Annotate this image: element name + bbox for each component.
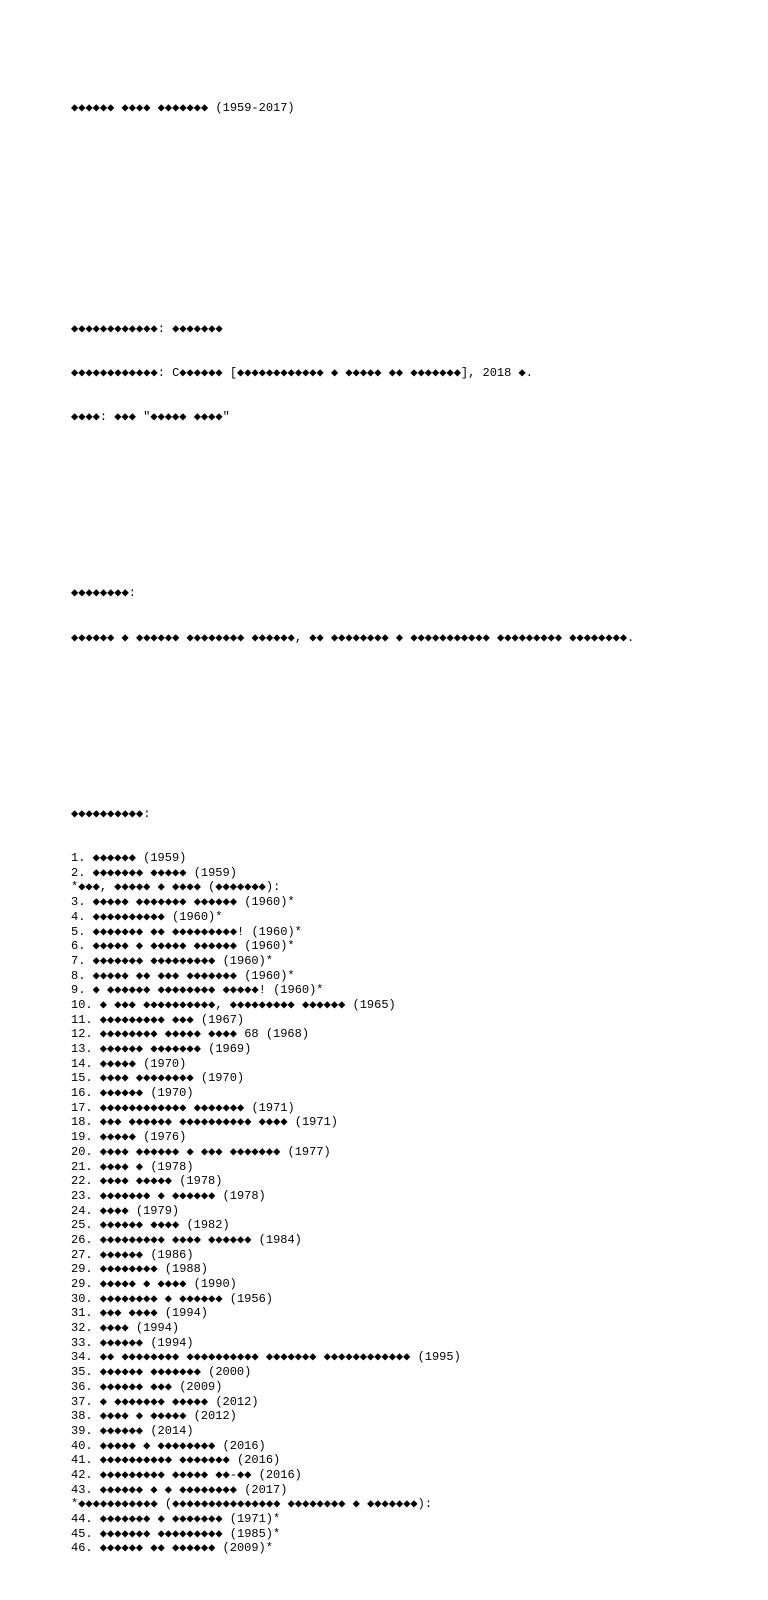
contents-item: 24. ◆◆◆◆ (1979): [71, 1203, 180, 1218]
spacer: [71, 719, 751, 734]
contents-item: 25. ◆◆◆◆◆◆ ◆◆◆◆ (1982): [71, 1218, 230, 1233]
contents-item: 38. ◆◆◆◆ ◆ ◆◆◆◆◆ (2012): [71, 1409, 237, 1424]
contents-item: 1. ◆◆◆◆◆◆ (1959): [71, 851, 187, 866]
contents-item: 12. ◆◆◆◆◆◆◆◆ ◆◆◆◆◆ ◆◆◆◆ 68 (1968): [71, 1027, 310, 1042]
contents-item: 8. ◆◆◆◆◆ ◆◆ ◆◆◆ ◆◆◆◆◆◆◆ (1960)*: [71, 968, 295, 983]
contents-item: 40. ◆◆◆◆◆ ◆ ◆◆◆◆◆◆◆◆ (2016): [71, 1438, 266, 1453]
spacer: [71, 146, 751, 161]
annotation-heading: ◆◆◆◆◆◆◆◆:: [71, 586, 136, 601]
annotation-text: ◆◆◆◆◆◆ ◆ ◆◆◆◆◆◆ ◆◆◆◆◆◆◆◆ ◆◆◆◆◆◆, ◆◆ ◆◆◆◆◆◆◆◆ ◆ ◆◆◆◆◆◆◆◆◆◆◆ ◆◆◆◆◆◆◆◆◆ ◆◆◆◆◆◆◆◆.: [71, 630, 635, 645]
meta-block: [71, 292, 751, 454]
document-title: ◆◆◆◆◆◆ ◆◆◆◆ ◆◆◆◆◆◆◆ (1959-2017): [71, 101, 295, 116]
contents-item: 7. ◆◆◆◆◆◆◆ ◆◆◆◆◆◆◆◆◆ (1960)*: [71, 953, 274, 968]
contents-item: 13. ◆◆◆◆◆◆ ◆◆◆◆◆◆◆ (1969): [71, 1042, 252, 1057]
spacer: [71, 498, 751, 513]
contents-item: 29. ◆◆◆◆◆ ◆ ◆◆◆◆ (1990): [71, 1277, 237, 1292]
contents-item: 37. ◆ ◆◆◆◆◆◆◆ ◆◆◆◆◆ (2012): [71, 1394, 259, 1409]
contents-item: *◆◆◆, ◆◆◆◆◆ ◆ ◆◆◆◆ (◆◆◆◆◆◆◆):: [71, 880, 281, 895]
contents-item: 45. ◆◆◆◆◆◆◆ ◆◆◆◆◆◆◆◆◆ (1985)*: [71, 1526, 281, 1541]
annotation-block: [71, 557, 751, 675]
contents-item: 36. ◆◆◆◆◆◆ ◆◆◆ (2009): [71, 1379, 223, 1394]
contents-item: 15. ◆◆◆◆ ◆◆◆◆◆◆◆◆ (1970): [71, 1071, 245, 1086]
contents-item: 14. ◆◆◆◆◆ (1970): [71, 1056, 187, 1071]
spacer: [71, 234, 751, 249]
contents-item: 35. ◆◆◆◆◆◆ ◆◆◆◆◆◆◆ (2000): [71, 1365, 252, 1380]
meta-line-series: ◆◆◆◆: ◆◆◆ "◆◆◆◆◆ ◆◆◆◆": [71, 410, 230, 425]
contents-item: 42. ◆◆◆◆◆◆◆◆◆ ◆◆◆◆◆ ◆◆-◆◆ (2016): [71, 1467, 302, 1482]
meta-line-compiler: ◆◆◆◆◆◆◆◆◆◆◆◆: C◆◆◆◆◆◆ [◆◆◆◆◆◆◆◆◆◆◆◆ ◆ ◆◆◆◆◆ ◆◆ ◆◆◆◆◆◆◆], 2018 ◆.: [71, 365, 533, 380]
contents-item: 6. ◆◆◆◆◆ ◆ ◆◆◆◆◆ ◆◆◆◆◆◆ (1960)*: [71, 939, 295, 954]
contents-item: 31. ◆◆◆ ◆◆◆◆ (1994): [71, 1306, 208, 1321]
spacer: [71, 190, 751, 205]
contents-item: 22. ◆◆◆◆ ◆◆◆◆◆ (1978): [71, 1174, 223, 1189]
contents-item: 33. ◆◆◆◆◆◆ (1994): [71, 1335, 194, 1350]
contents-item: 30. ◆◆◆◆◆◆◆◆ ◆ ◆◆◆◆◆◆ (1956): [71, 1291, 273, 1306]
contents-item: 2. ◆◆◆◆◆◆◆ ◆◆◆◆◆ (1959): [71, 865, 237, 880]
contents-item: 20. ◆◆◆◆ ◆◆◆◆◆◆ ◆ ◆◆◆ ◆◆◆◆◆◆◆ (1977): [71, 1144, 331, 1159]
contents-item: 18. ◆◆◆ ◆◆◆◆◆◆ ◆◆◆◆◆◆◆◆◆◆ ◆◆◆◆ (1971): [71, 1115, 338, 1130]
contents-item: 4. ◆◆◆◆◆◆◆◆◆◆ (1960)*: [71, 909, 223, 924]
contents-list: [71, 851, 751, 1556]
contents-item: 44. ◆◆◆◆◆◆◆ ◆ ◆◆◆◆◆◆◆ (1971)*: [71, 1512, 281, 1527]
contents-item: 23. ◆◆◆◆◆◆◆ ◆ ◆◆◆◆◆◆ (1978): [71, 1188, 266, 1203]
contents-item: 41. ◆◆◆◆◆◆◆◆◆◆ ◆◆◆◆◆◆◆ (2016): [71, 1453, 281, 1468]
contents-item: *◆◆◆◆◆◆◆◆◆◆◆ (◆◆◆◆◆◆◆◆◆◆◆◆◆◆◆ ◆◆◆◆◆◆◆◆ ◆ ◆◆◆◆◆◆◆):: [71, 1497, 433, 1512]
document-page: [71, 72, 751, 1600]
contents-item: 43. ◆◆◆◆◆◆ ◆ ◆ ◆◆◆◆◆◆◆◆ (2017): [71, 1482, 288, 1497]
contents-item: 11. ◆◆◆◆◆◆◆◆◆ ◆◆◆ (1967): [71, 1012, 245, 1027]
contents-item: 16. ◆◆◆◆◆◆ (1970): [71, 1086, 194, 1101]
contents-item: 5. ◆◆◆◆◆◆◆ ◆◆ ◆◆◆◆◆◆◆◆◆! (1960)*: [71, 924, 302, 939]
contents-item: 19. ◆◆◆◆◆ (1976): [71, 1130, 187, 1145]
contents-item: 32. ◆◆◆◆ (1994): [71, 1321, 180, 1336]
contents-item: 29. ◆◆◆◆◆◆◆◆ (1988): [71, 1262, 209, 1277]
contents-item: 3. ◆◆◆◆◆ ◆◆◆◆◆◆◆ ◆◆◆◆◆◆ (1960)*: [71, 895, 295, 910]
contents-item: 46. ◆◆◆◆◆◆ ◆◆ ◆◆◆◆◆◆ (2009)*: [71, 1541, 273, 1556]
contents-item: 34. ◆◆ ◆◆◆◆◆◆◆◆ ◆◆◆◆◆◆◆◆◆◆ ◆◆◆◆◆◆◆ ◆◆◆◆◆◆◆◆◆◆◆◆ (1995): [71, 1350, 461, 1365]
contents-block: [71, 778, 751, 1586]
contents-item: 27. ◆◆◆◆◆◆ (1986): [71, 1247, 194, 1262]
contents-item: 21. ◆◆◆◆ ◆ (1978): [71, 1159, 194, 1174]
contents-item: 26. ◆◆◆◆◆◆◆◆◆ ◆◆◆◆ ◆◆◆◆◆◆ (1984): [71, 1232, 302, 1247]
contents-item: 9. ◆ ◆◆◆◆◆◆ ◆◆◆◆◆◆◆◆ ◆◆◆◆◆! (1960)*: [71, 983, 324, 998]
contents-item: 10. ◆ ◆◆◆ ◆◆◆◆◆◆◆◆◆◆, ◆◆◆◆◆◆◆◆◆ ◆◆◆◆◆◆ (1965): [71, 997, 396, 1012]
contents-heading: ◆◆◆◆◆◆◆◆◆◆:: [71, 806, 151, 821]
contents-item: 17. ◆◆◆◆◆◆◆◆◆◆◆◆ ◆◆◆◆◆◆◆ (1971): [71, 1100, 295, 1115]
meta-line-author: ◆◆◆◆◆◆◆◆◆◆◆◆: ◆◆◆◆◆◆◆: [71, 321, 223, 336]
contents-item: 39. ◆◆◆◆◆◆ (2014): [71, 1423, 194, 1438]
